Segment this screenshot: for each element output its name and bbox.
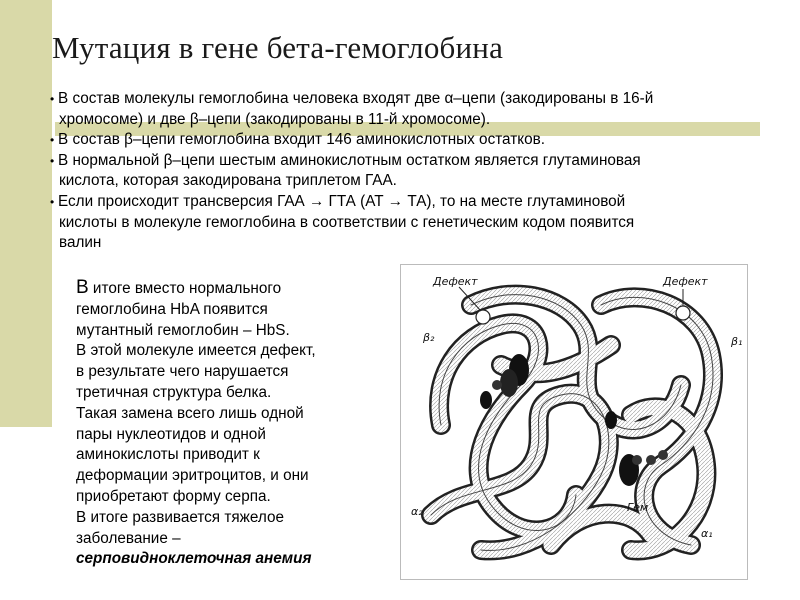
para-line: третичная структура белка.	[76, 383, 272, 401]
hemoglobin-diagram	[401, 265, 747, 579]
para-line: приобретают форму серпа.	[76, 487, 271, 505]
para-line: аминокислоты приводит к	[76, 446, 260, 464]
para-line: заболевание –	[76, 529, 181, 547]
para-line: в результате чего нарушается	[76, 363, 289, 381]
label-beta2: β₂	[423, 331, 435, 344]
para-line: гемоглобина HbA появится	[76, 300, 268, 318]
bullet-line: В состав β–цепи гемоглобина входит 146 аминокислотных остатков.	[58, 131, 545, 149]
bullet-dot: •	[50, 194, 55, 209]
label-alpha2: α₂	[411, 505, 423, 518]
label-defect-right: Дефект	[663, 275, 708, 288]
label-beta1: β₁	[731, 335, 743, 348]
iron-atom	[646, 455, 656, 465]
defect-marker	[476, 310, 490, 324]
bullet-line: Если происходит трансверсия ГАА → ГТА (АТ → ТА), то на месте глутаминовой	[58, 192, 626, 210]
para-line: В итоге развивается тяжелое	[76, 508, 284, 526]
para-line: итоге вместо нормального	[88, 280, 282, 297]
para-line: Такая замена всего лишь одной	[76, 404, 304, 422]
heme-disc	[500, 369, 518, 397]
label-defect-left: Дефект	[433, 275, 478, 288]
bullet-line: В нормальной β–цепи шестым аминокислотным остатком является глутаминовая	[58, 151, 641, 169]
para-line: пары нуклеотидов и одной	[76, 425, 266, 443]
label-alpha1: α₁	[701, 527, 713, 540]
drop-cap: В	[76, 277, 89, 298]
bullet-line: В состав молекулы гемоглобина человека входят две α–цепи (закодированы в 16-й	[58, 90, 654, 107]
bullet-list	[50, 89, 770, 254]
bullet-dot: •	[50, 153, 55, 168]
summary-paragraph	[76, 278, 376, 570]
bullet-line: валин	[59, 234, 102, 252]
bullet-item	[50, 89, 770, 130]
bullet-line: хромосоме) и две β–цепи (закодированы в 11-й хромосоме).	[59, 110, 491, 128]
disease-name: серповидноклеточная анемия	[76, 550, 312, 568]
bullet-line: кислота, которая закодирована триплетом ГАА.	[59, 172, 397, 190]
bullet-line: кислоты в молекуле гемоглобина в соответствии с генетическим кодом появится	[59, 213, 635, 231]
iron-atom	[658, 450, 668, 460]
bullet-dot: •	[50, 133, 55, 148]
heme-disc	[480, 391, 492, 409]
heme-disc	[605, 411, 617, 429]
bullet-dot: •	[50, 92, 55, 106]
bullet-item	[50, 151, 770, 192]
para-line: В этой молекуле имеется дефект,	[76, 342, 316, 360]
page-title: Мутация в гене бета-гемоглобина	[52, 30, 504, 65]
hemoglobin-structure-figure	[400, 264, 748, 580]
defect-marker	[676, 306, 690, 320]
decorative-side-bar	[0, 0, 55, 427]
iron-atom	[492, 380, 502, 390]
para-line-first	[76, 278, 376, 300]
iron-atom	[632, 455, 642, 465]
para-line: мутантный гемоглобин – HbS.	[76, 321, 290, 339]
bullet-item	[50, 130, 770, 151]
bullet-item	[50, 192, 770, 254]
label-heme: Гем	[627, 501, 649, 514]
protein-chains	[431, 295, 713, 551]
para-line: деформации эритроцитов, и они	[76, 467, 309, 485]
